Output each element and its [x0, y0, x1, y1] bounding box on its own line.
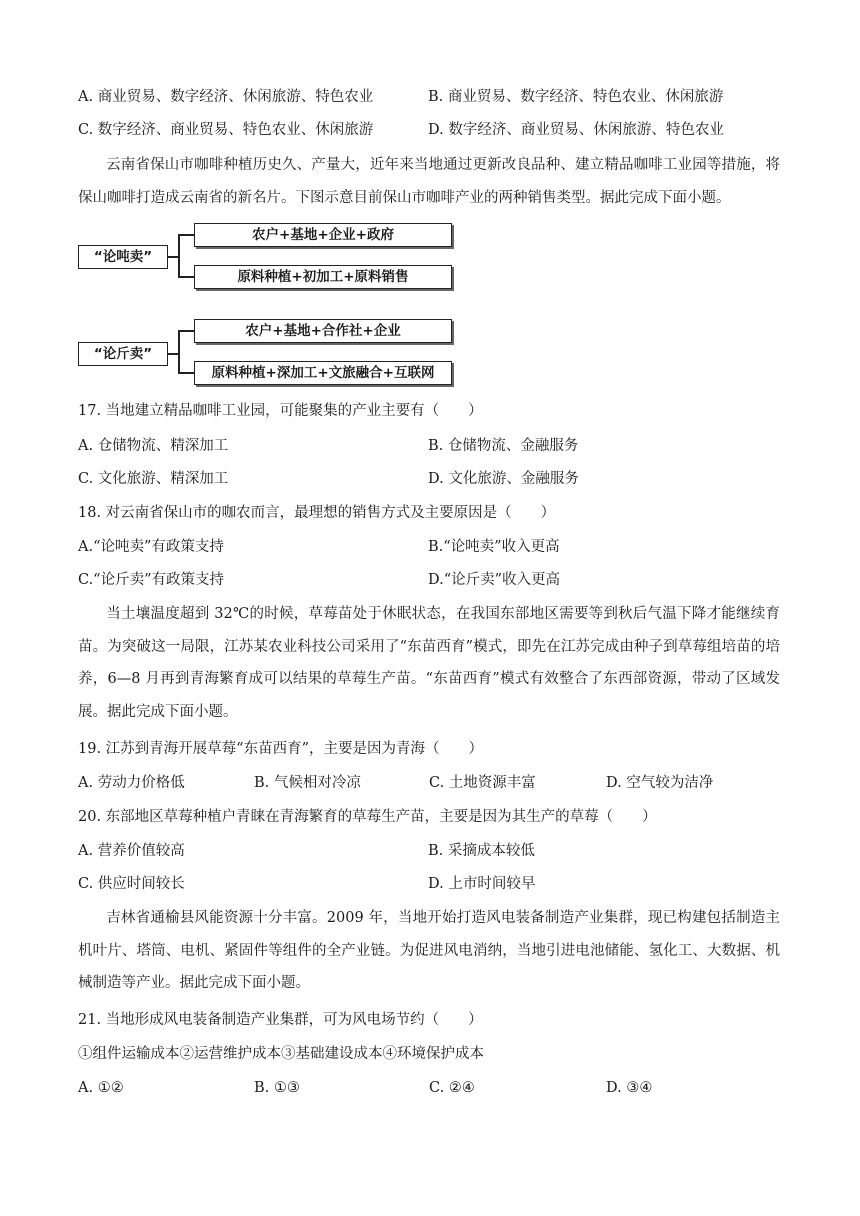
passage-strawberry-text: 当土壤温度超到 32℃的时候，草莓苗处于休眠状态，在我国东部地区需要等到秋后气温下降才能继续育苗。为突破这一局限，江苏某农业科技公司采用了“东苗西育”模式，即先在江苏完成由种子到草莓组培苗的培养，6—8 月再到青海繁育成可以结果的草莓生产苗。“东苗西育”模式有效整合了东西部资源，带动了区域发展。据此完成下面小题。	[78, 606, 780, 720]
q18-option-d: D.“论斤卖”收入更高	[428, 572, 561, 588]
connector	[178, 234, 180, 276]
q16-option-b: B. 商业贸易、数字经济、特色农业、休闲旅游	[428, 89, 724, 105]
q19-option-d: D. 空气较为洁净	[606, 775, 714, 791]
q19-option-b: B. 气候相对冷凉	[254, 775, 361, 791]
passage-wind	[78, 902, 780, 1000]
box-process-1: 原料种植+初加工+原料销售	[194, 265, 452, 289]
connector	[178, 330, 180, 372]
q21-option-a: A. ①②	[78, 1080, 124, 1096]
q20-option-c: C. 供应时间较长	[78, 876, 185, 892]
q19-stem: 19. 江苏到青海开展草莓“东苗西育”，主要是因为青海（ ）	[78, 741, 483, 757]
q20-option-b: B. 采摘成本较低	[428, 843, 535, 859]
q18-option-b: B.“论吨卖”收入更高	[428, 539, 560, 555]
connector	[178, 276, 194, 278]
q21-stem: 21. 当地形成风电装备制造产业集群，可为风电场节约（ ）	[78, 1012, 483, 1028]
q18-option-c: C.“论斤卖”有政策支持	[78, 572, 225, 588]
passage-wind-text: 吉林省通榆县风能资源十分丰富。2009 年，当地开始打造风电装备制造产业集群，现已构建包括制造主机叶片、塔筒、电机、紧固件等组件的全产业链。为促进风电消纳，当地引进电池储能、氢化工、大数据、机械制造等产业。据此完成下面小题。	[78, 910, 780, 991]
q18-stem: 18. 对云南省保山市的咖农而言，最理想的销售方式及主要原因是（ ）	[78, 505, 556, 521]
q19-option-a: A. 劳动力价格低	[78, 775, 185, 791]
connector	[178, 372, 194, 374]
q21-option-d: D. ③④	[606, 1080, 653, 1096]
q17-stem: 17. 当地建立精品咖啡工业园，可能聚集的产业主要有（ ）	[78, 403, 483, 419]
box-process-2: 原料种植+深加工+文旅融合+互联网	[194, 361, 452, 385]
label-lun-jin-mai: “论斤卖”	[78, 342, 168, 366]
box-participants-2: 农户+基地+合作社+企业	[194, 319, 452, 343]
q20-stem: 20. 东部地区草莓种植户青睐在青海繁育的草莓生产苗，主要是因为其生产的草莓（ ）	[78, 809, 657, 825]
label-lun-dun-mai: “论吨卖”	[78, 245, 168, 269]
q17-option-b: B. 仓储物流、金融服务	[428, 438, 579, 454]
q17-option-a: A. 仓储物流、精深加工	[78, 438, 229, 454]
passage-coffee-text: 云南省保山市咖啡种植历史久、产量大，近年来当地通过更新改良品种、建立精品咖啡工业园等措施，将保山咖啡打造成云南省的新名片。下图示意目前保山市咖啡产业的两种销售类型。据此完成下面小题。	[78, 157, 780, 206]
q18-option-a: A.“论吨卖”有政策支持	[78, 539, 224, 555]
q16-option-c: C. 数字经济、商业贸易、特色农业、休闲旅游	[78, 122, 374, 138]
q20-option-a: A. 营养价值较高	[78, 843, 185, 859]
q16-option-d: D. 数字经济、商业贸易、休闲旅游、特色农业	[428, 122, 724, 138]
q17-option-d: D. 文化旅游、金融服务	[428, 471, 579, 487]
box-participants-1: 农户+基地+企业+政府	[194, 223, 452, 247]
q20-option-d: D. 上市时间较早	[428, 876, 536, 892]
connector	[178, 330, 194, 332]
q21-items: ①组件运输成本②运营维护成本③基础建设成本④环境保护成本	[78, 1046, 484, 1062]
q21-option-c: C. ②④	[429, 1080, 475, 1096]
connector	[178, 234, 194, 236]
q17-option-c: C. 文化旅游、精深加工	[78, 471, 229, 487]
q21-option-b: B. ①③	[254, 1080, 300, 1096]
q16-option-a: A. 商业贸易、数字经济、休闲旅游、特色农业	[78, 89, 374, 105]
q19-option-c: C. 土地资源丰富	[429, 775, 536, 791]
passage-coffee	[78, 149, 780, 214]
passage-strawberry	[78, 598, 780, 728]
